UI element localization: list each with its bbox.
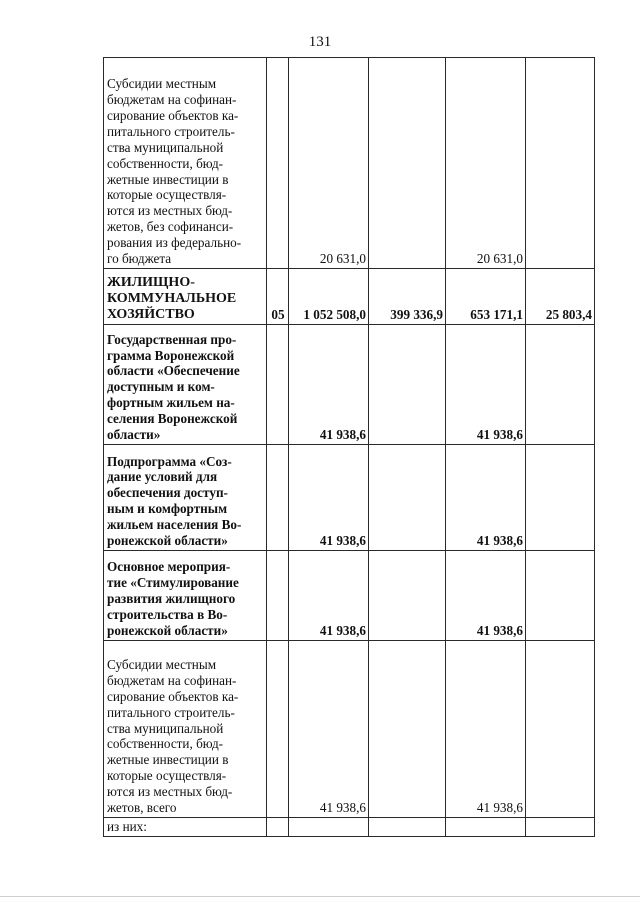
row-name-line: питального строитель- [107,704,235,720]
row-name-line: рования из федерально- [107,235,242,251]
value-cell-4: 25 803,4 [526,269,595,325]
budget-table [103,57,595,837]
section-code-cell [267,551,289,641]
row-name-line: ются из местных бюд- [107,784,233,800]
row-name-line: области» [107,427,161,443]
total-cell [289,818,369,837]
table-row-state-program [104,325,595,445]
value-cell-4 [526,818,595,837]
section-code-cell: 05 [267,269,289,325]
row-name-line: области «Обеспечение [107,363,240,379]
value-cell-2 [369,551,446,641]
row-name-line: сирование объектов ка- [107,688,239,704]
row-name-line: бюджетам на софинан- [107,672,237,688]
value-cell-4 [526,551,595,641]
total-cell: 20 631,0 [289,58,369,269]
section-code-cell [267,445,289,551]
row-name-line: Основное мероприя- [107,559,231,575]
row-name-line: ства муниципальной [107,139,224,155]
table-row-of-which [104,818,595,837]
row-name-line: собственности, бюд- [107,736,224,752]
row-name-line: ронежской области» [107,533,228,549]
value-cell-3: 653 171,1 [446,269,526,325]
table-row-subsidies-total [104,641,595,818]
value-cell-4 [526,58,595,269]
row-name-line: КОММУНАЛЬНОЕ [107,291,237,306]
row-name-line: ства муниципальной [107,720,224,736]
row-name-line: жетные инвестиции в [107,752,229,768]
row-name-line: из них: [107,819,147,835]
total-cell: 41 938,6 [289,445,369,551]
value-cell-2 [369,445,446,551]
row-name-line: доступным и ком- [107,379,215,395]
table-row-main-activity [104,551,595,641]
value-cell-3: 41 938,6 [446,325,526,445]
value-cell-2 [369,641,446,818]
row-name-line: ЖИЛИЩНО- [107,275,195,290]
row-name-line: которые осуществля- [107,187,227,203]
row-name-line: которые осуществля- [107,768,227,784]
row-name-line: питального строитель- [107,123,235,139]
row-name-line: го бюджета [107,251,172,267]
value-cell-4 [526,325,595,445]
section-code-cell [267,818,289,837]
value-cell-3: 41 938,6 [446,551,526,641]
value-cell-3: 20 631,0 [446,58,526,269]
row-name-line: жильем населения Во- [107,517,242,533]
row-name-cell [104,641,267,818]
value-cell-2 [369,325,446,445]
section-code-cell [267,641,289,818]
total-cell: 41 938,6 [289,641,369,818]
row-name-line: развития жилищного [107,591,236,607]
table-row-subsidies-no-federal [104,58,595,269]
row-name-line: ронежской области» [107,623,228,639]
value-cell-4 [526,641,595,818]
value-cell-3 [446,818,526,837]
row-name-cell [104,58,267,269]
row-name-line: жетов, всего [107,800,177,816]
row-name-line: жетные инвестиции в [107,171,229,187]
row-name-line: сирование объектов ка- [107,107,239,123]
row-name-line: обеспечения доступ- [107,485,228,501]
row-name-line: строительства в Во- [107,607,228,623]
row-name-cell [104,269,267,325]
row-name-cell [104,818,267,837]
row-name-line: Государственная про- [107,331,237,347]
row-name-line: собственности, бюд- [107,155,224,171]
section-code-cell [267,325,289,445]
row-name-line: Подпрограмма «Соз- [107,453,232,469]
row-name-line: бюджетам на софинан- [107,92,237,108]
total-cell: 41 938,6 [289,325,369,445]
page-number: 131 [308,34,332,50]
row-name-line: грамма Воронежской [107,347,235,363]
value-cell-4 [526,445,595,551]
row-name-line: фортным жильем на- [107,395,235,411]
row-name-line: жетов, без софинанси- [107,219,234,235]
row-name-line: селения Воронежской [107,411,238,427]
row-name-line: Субсидии местным [107,656,217,672]
value-cell-3: 41 938,6 [446,445,526,551]
page-bottom-rule [0,896,640,897]
table-row-housing-utilities [104,269,595,325]
section-code-cell [267,58,289,269]
row-name-line: ХОЗЯЙСТВО [107,307,195,322]
value-cell-2 [369,818,446,837]
total-cell: 41 938,6 [289,551,369,641]
table-row-subprogram [104,445,595,551]
row-name-line: Субсидии местным [107,76,217,92]
value-cell-2: 399 336,9 [369,269,446,325]
total-cell: 1 052 508,0 [289,269,369,325]
row-name-line: ным и комфортным [107,501,228,517]
row-name-line: тие «Стимулирование [107,575,239,591]
row-name-line: ются из местных бюд- [107,203,233,219]
row-name-cell [104,445,267,551]
row-name-cell [104,551,267,641]
row-name-line: дание условий для [107,469,218,485]
value-cell-3: 41 938,6 [446,641,526,818]
value-cell-2 [369,58,446,269]
row-name-cell [104,325,267,445]
